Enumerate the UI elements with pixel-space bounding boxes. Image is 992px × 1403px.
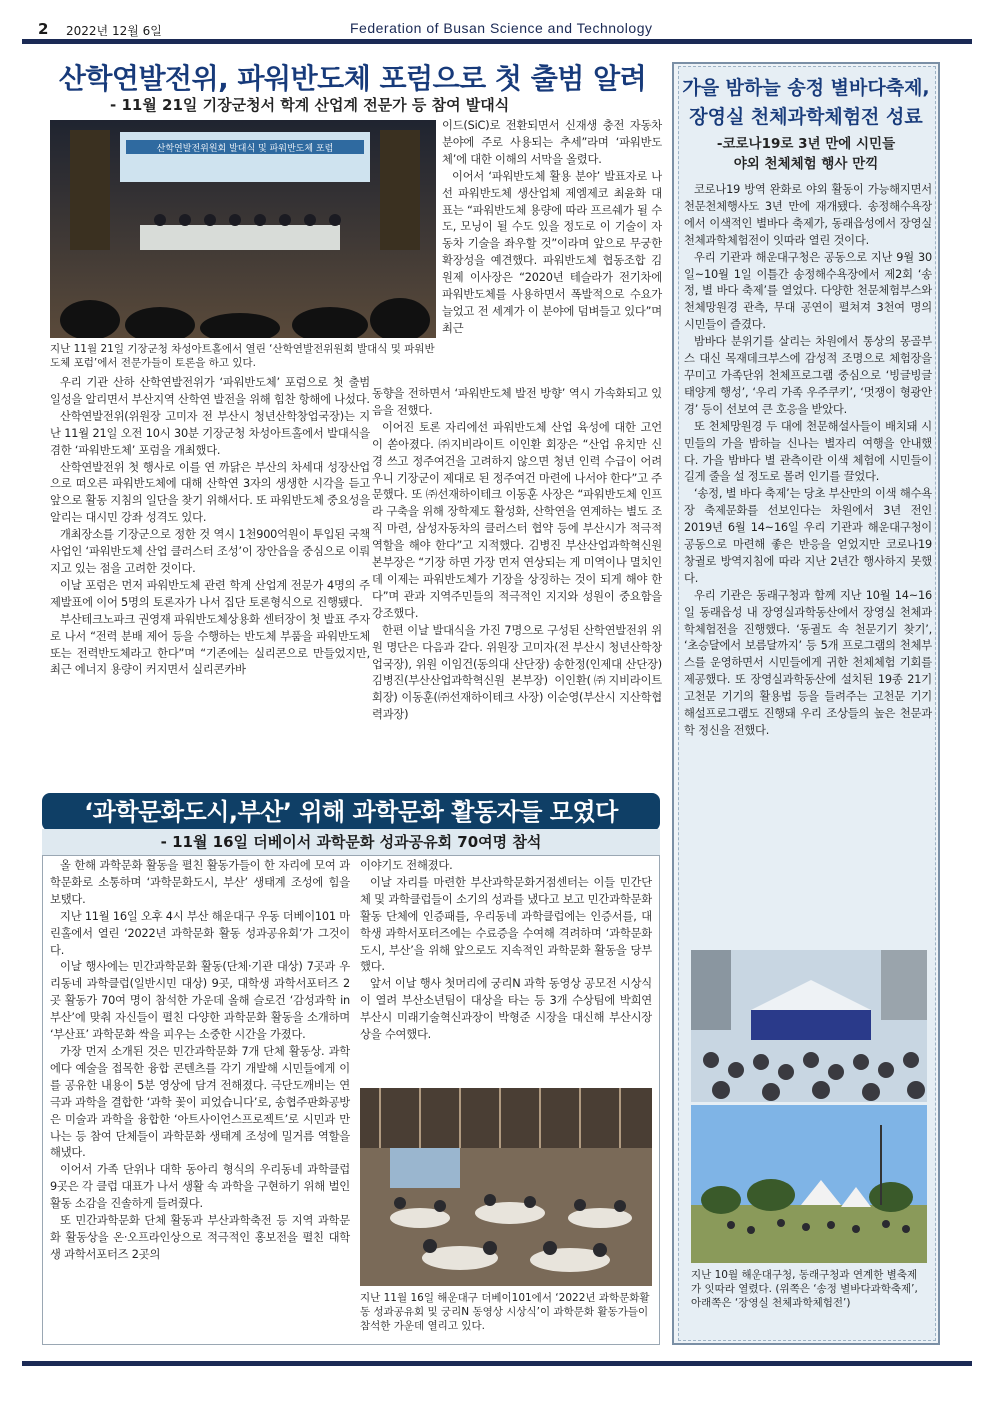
article2-paragraph: 이날 행사에는 민간과학문화 활동(단체·기관 대상) 7곳과 우리동네 과학클럽(일반시민 대상) 9곳, 대학생 과학서포터즈 2곳 활동가 70여 명이 참석한 가운데 올해 슬로건 ‘감성과학 in 부산’에 맞춰 자신들이 펼친 다양한 과학문화 활동을 소개하며 ‘부산표’ 과학문화 싹을 피우는 소중한 시간을 가졌다. xyxy=(50,960,350,1042)
article2-left-column xyxy=(50,858,350,1264)
sidebar-subheadline xyxy=(680,134,932,174)
article1-paragraph: 이어진 토론 자리에선 파워반도체 산업 육성에 대한 고언이 쏟아졌다. ㈜지비라이트 이인환 회장은 “산업 유치만 신경 쓰고 정주여건을 고려하지 않으면 청년 인력 수급이 어려우니 기장군이 제대로 된 정주여건 마련에 나서야 한다”고 주문했다. 또 ㈜선재하이테크 이동훈 사장은 “파워반도체 인프라 구축을 위해 장학제도 활성화, 산학연을 연계하는 별도 조직 마련, 삼성자동차의 클러스터 협약 등에 부산시가 적극적 역할을 해야 한다”고 지적했다. 김병진 부산산업과학혁신원 본부장은 “기장 하면 가장 먼저 연상되는 게 미역이나 멸치인데 이제는 파워반도체가 기장을 상징하는 것이 되게 해야 한다”며 관과 지역주민들의 적극적인 지지와 성원이 중요함을 강조했다. xyxy=(372,420,662,620)
article1-paragraph: 이드(SiC)로 전환되면서 신재생 충전 자동차 분야에 주로 사용되는 추세”라며 ‘파워반도체’에 대한 이해의 서막을 올렸다. xyxy=(442,119,662,166)
article1-paragraph: 산학연발전위(위원장 고미자 전 부산시 청년산학창업국장)는 지난 11월 21일 오전 10시 30분 기장군청 차성아트홀에서 발대식을 겸한 ‘파워반도체’ 포럼을 개최했다. xyxy=(50,409,370,457)
sidebar-subheadline-line: -코로나19로 3년 만에 시민들 xyxy=(716,136,896,152)
article1-paragraph: 한편 이날 발대식을 가진 7명으로 구성된 산학연발전위 위원 명단은 다음과 같다. 위원장 고미자(전 부산시 청년산학창업국장), 위원 이임건(동의대 산단장) 송한정(인제대 산단장) 김병진(부산산업과학혁신원 본부장) 이인환(㈜지비라이트 회장) 이동훈(㈜선재하이테크 사장) 이순영(부산시 지산학협력과장) xyxy=(372,623,662,722)
article2-paragraph: 이어서 가족 단위나 대학 동아리 형식의 우리동네 과학클럽 9곳은 각 클럽 대표가 나서 생활 속 과학을 구현하기 위해 벌인 활동 소감을 진솔하게 들려줬다. xyxy=(50,1163,350,1211)
star-festival-photo xyxy=(691,950,927,1102)
article2-paragraph: 이야기도 전해졌다. xyxy=(360,859,453,872)
article2-paragraph: 또 민간과학문화 단체 활동과 부산과학축전 등 지역 과학문화 활동상을 온·오프라인상으로 적극적인 홍보전을 펼친 대학생 과학서포터즈 2곳의 xyxy=(50,1214,350,1261)
article1-paragraph: 이날 포럼은 먼저 파워반도체 관련 학계 산업계 전문가 4명의 주제발표에 이어 5명의 토론자가 나서 집단 토론형식으로 진행됐다. xyxy=(50,578,370,609)
article1-right-top-column xyxy=(442,118,662,338)
article1-paragraph: 산학연발전위 첫 행사로 이를 연 까닭은 부산의 차세대 성장산업으로 떠오른 파워반도체에 대해 산학연 3자의 생생한 시각을 듣고 앞으로 활동 지침의 일단을 찾기 위해서다. 또 파워반도체 중요성을 알리는 대시민 강좌 성격도 있다. xyxy=(50,460,370,525)
article2-paragraph: 지난 11월 16일 오후 4시 부산 해운대구 우동 더베이101 마린홀에서 열린 ‘2022년 과학문화 활동 성과공유회’가 그것이다. xyxy=(50,909,350,957)
article2-paragraph: 가장 먼저 소개된 것은 민간과학문화 7개 단체 활동상. 과학에다 예술을 접목한 융합 콘텐츠를 각기 개발해 시민들에게 이를 공유한 내용이 5분 영상에 담겨 전해졌다. 극단도깨비는 연극과 과학을 결합한 ‘과학 꽃이 피었습니다’로, 송협주판화공방은 미술과 과학을 융합한 ‘아트사이언스프로젝트’로 시민과 만나는 등 참여 단체들이 과학문화 생태계 조성에 밀거름 역할을 해냈다. xyxy=(50,1044,350,1160)
article1-left-column xyxy=(50,375,370,679)
sidebar-photo-caption: 지난 10월 해운대구청, 동래구청과 연계한 별축제가 잇따라 열렸다. (위쪽은 ‘송정 별바다과학축제’, 아래쪽은 ‘장영실 천체과학체험전’) xyxy=(691,1269,918,1309)
sharing-event-illustration xyxy=(360,1088,652,1286)
forum-photo xyxy=(50,120,436,338)
article2-subheadline: - 11월 16일 더베이서 과학문화 성과공유회 70여명 참석 xyxy=(42,829,660,855)
footer-rule xyxy=(22,1361,972,1366)
article1-paragraph: 이어서 ‘파워반도체 활용 분야’ 발표자로 나선 파워반도체 생산업체 제엠제코 최윤화 대표는 “파워반도체 용량에 따라 프르쉐가 될 수도, 모닝이 될 수도 있을 정도로 이 기술이 자동차 기술을 좌우할 것”이라며 앞으로 무궁한 확장성을 예견했다. 파워반도체 협동조합 김원제 이사장은 “2020년 테슬라가 전기차에 파워반도체를 사용하면서 폭발적으로 수요가 늘었고 전 세계가 이 분야에 덤벼들고 있다”며 최근 xyxy=(442,169,662,335)
sidebar-paragraph: 밤바다 분위기를 살리는 차원에서 통상의 몽골부스 대신 목재데크부스에 감성적 조명으로 체험장을 꾸미고 가족단위 천체프로그램 중심으로 ‘빙글빙글 태양계 행성’, ‘우리 가족 우주쿠키’, ‘멋쟁이 형광안경’ 등이 선보여 큰 호응을 받았다. xyxy=(684,335,932,416)
photo-banner-text: 산학연발전위원회 발대식 및 파워반도체 포럼 xyxy=(156,144,334,154)
jangyeongsil-exhibit-photo xyxy=(691,1105,927,1263)
forum-photo-caption: 지난 11월 21일 기장군청 차성아트홀에서 열린 ‘산학연발전위원회 발대식 및 파워반도체 포럼’에서 전문가들이 토론을 하고 있다. xyxy=(50,343,435,369)
sidebar-paragraph: 또 천체망원경 두 대에 천문해설사들이 배치돼 시민들의 가을 밤하늘 신나는 별자리 여행을 안내했다. 가을 밤바다 별 관측이란 이색 체험에 시민들이 길게 줄을 설 정도로 몰려 인기를 끌었다. xyxy=(684,419,932,484)
article1-paragraph: 우리 기관 산하 산학연발전위가 ‘파워반도체’ 포럼으로 첫 출범 일성을 알리면서 부산지역 산학연 발전을 위해 힘찬 항해에 나섰다. xyxy=(50,376,370,406)
article1-headline: 산학연발전위, 파워반도체 포럼으로 첫 출범 알려 xyxy=(58,62,647,95)
article1-paragraph: 동향을 전하면서 ‘파워반도체 발전 방향’ 역시 가속화되고 있음을 전했다. xyxy=(372,387,662,417)
page-number: 2 xyxy=(38,20,49,38)
publication-name: Federation of Busan Science and Technology xyxy=(350,20,653,36)
issue-date: 2022년 12월 6일 xyxy=(66,24,162,38)
sharing-event-photo xyxy=(360,1088,652,1286)
sidebar-paragraph: ‘송정, 별 바다 축제’는 당초 부산만의 이색 해수욕장 축제문화를 선보인다는 차원에서 3년 전인 2019년 6월 14~16일 우리 기관과 해운대구청이 공동으로 마련해 좋은 반응을 얻었지만 코로나19 창궐로 방역지침에 따라 지난 2년간 행사하지 못했다. xyxy=(684,487,932,585)
article2-paragraph: 올 한해 과학문화 활동을 펼친 활동가들이 한 자리에 모여 과학문화로 소통하며 ‘과학문화도시, 부산’ 생태계 조성에 힘을 보탰다. xyxy=(50,859,350,906)
sharing-event-caption: 지난 11월 16일 해운대구 더베이101에서 ‘2022년 과학문화활동 성과공유회 및 궁리N 동영상 시상식’이 과학문화 활동가들이 참석한 가운데 열리고 있다. xyxy=(360,1292,650,1332)
article1-right-bottom-column xyxy=(372,386,662,724)
sidebar-paragraph: 우리 기관과 해운대구청은 공동으로 지난 9월 30일~10월 1일 이틀간 송정해수욕장에서 제2회 ‘송정, 별 바다 축제’를 열었다. 다양한 천문체험부스와 천체망원경 관측, 무대 공연이 펼쳐져 3천여 명의 시민들이 즐겼다. xyxy=(684,250,932,332)
article1-paragraph: 개최장소를 기장군으로 정한 것 역시 1천900억원이 투입된 국책사업인 ‘파워반도체 산업 클러스터 조성’이 장안읍을 중심으로 이뤄지고 있는 점을 고려한 것이다. xyxy=(50,528,370,575)
article2-paragraph: 이날 자리를 마련한 부산과학문화거점센터는 이들 민간단체 및 과학클럽들이 소기의 성과를 냈다고 보고 민간과학문화 활동 단체에 인증패를, 우리동네 과학클럽에는 인증서를, 대학생 과학서포터즈에는 수료증을 수여해 격려하며 ‘과학문화도시, 부산’을 위해 앞으로도 지속적인 과학문화 활동을 당부했다. xyxy=(360,875,652,974)
sidebar-body xyxy=(684,182,932,740)
article2-headline: ‘과학문화도시,부산’ 위해 과학문화 활동자들 모였다 xyxy=(42,793,660,831)
sidebar-subheadline-line: 야외 천체체험 행사 만끽 xyxy=(733,156,879,172)
header-rule xyxy=(22,39,972,44)
article2-right-column xyxy=(360,858,652,1044)
article1-paragraph: 부산테크노파크 권영재 파워반도체상용화 센터장이 첫 발표 주자로 나서 “전력 분배 제어 등을 수행하는 반도체 부품을 파워반도체 또는 전력반도체라고 한다”며 “기존에는 실리콘으로 만들었지만, 최근 에너지 용량이 커지면서 실리콘카바 xyxy=(50,612,370,677)
article1-subheadline: - 11월 21일 기장군청서 학계 산업계 전문가 등 참여 발대식 xyxy=(110,96,510,114)
sidebar-paragraph: 우리 기관은 동래구청과 함께 지난 10월 14~16일 동래읍성 내 장영실과학동산에서 장영실 천체과학체험전을 진행했다. ‘동궐도 속 천문기기 찾기’, ‘초승달에서 보름달까지’ 등 5개 프로그램의 천체부스를 운영하면서 시민들에게 귀한 천체체험 기회를 제공했다. 또 장영실과학동산에 설치된 19종 21기 고천문 기기의 활용법 등을 들려주는 고천문 기기 해설프로그램도 진행돼 우리 조상들의 높은 천문과학 정신을 전했다. xyxy=(684,588,932,737)
sidebar-headline xyxy=(680,74,932,132)
article2-paragraph: 앞서 이날 행사 첫머리에 궁리N 과학 동영상 공모전 시상식이 열려 부산소년팀이 대상을 타는 등 3개 수상팀에 박희연 부산시 미래기술혁신과장이 박형준 시장을 대신해 부산시장상을 수여했다. xyxy=(360,977,652,1042)
sidebar-paragraph: 코로나19 방역 완화로 야외 활동이 가능해지면서 천문천체행사도 3년 만에 재개됐다. 송정해수욕장에서 이색적인 별바다 축제가, 동래읍성에서 장영실 천체과학체험전이 잇따라 열린 것이다. xyxy=(684,183,932,247)
jangyeongsil-exhibit-illustration xyxy=(691,1105,927,1263)
forum-photo-illustration xyxy=(50,120,436,338)
sidebar-headline-line: 장영실 천체과학체험전 성료 xyxy=(689,106,923,128)
star-festival-illustration xyxy=(691,950,927,1102)
sidebar-headline-line: 가을 밤하늘 송정 별바다축제, xyxy=(682,77,930,99)
